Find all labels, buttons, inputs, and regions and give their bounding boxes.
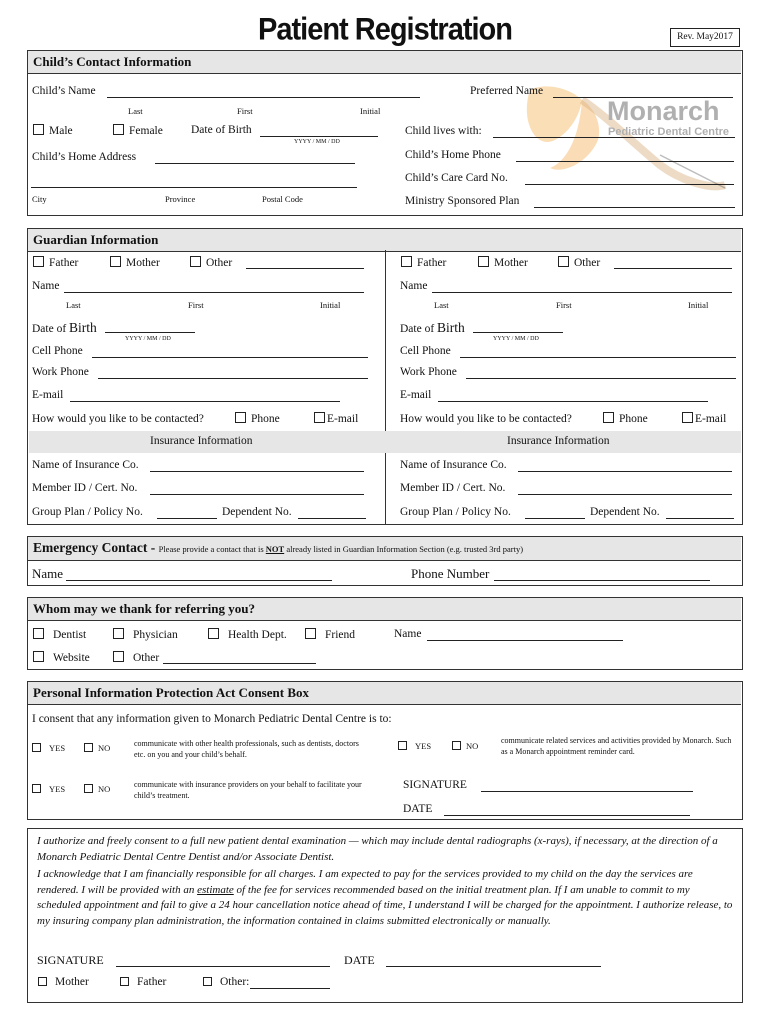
g2-contact-email-checkbox[interactable]: [682, 412, 693, 423]
consent-section-heading: Personal Information Protection Act Consent Box: [28, 682, 741, 705]
auth-date-field[interactable]: [386, 966, 601, 967]
g2-work-field[interactable]: [466, 378, 736, 379]
lives-with-label: Child lives with:: [405, 125, 482, 137]
male-checkbox[interactable]: [33, 124, 44, 135]
g1-dob-hint: YYYY / MM / DD: [125, 336, 171, 342]
child-dob-hint: YYYY / MM / DD: [294, 139, 340, 145]
guardian-section-heading: Guardian Information: [28, 229, 741, 252]
male-option[interactable]: [33, 124, 73, 137]
auth-mother-option[interactable]: [38, 976, 89, 988]
ref-physician-label: Physician: [133, 629, 178, 641]
province-hint: Province: [165, 194, 196, 204]
child-name-initial-hint: Initial: [360, 106, 381, 116]
g1-last-hint: Last: [66, 300, 81, 310]
g1-father-label: Father: [49, 257, 79, 269]
g1-work-field[interactable]: [98, 378, 368, 379]
consent-signature-field[interactable]: [481, 791, 693, 792]
auth-other-option[interactable]: [203, 976, 249, 988]
g2-name-label: Name: [400, 280, 428, 292]
ref-website-option[interactable]: [33, 651, 90, 664]
referral-section-heading: Whom may we thank for referring you?: [28, 598, 741, 621]
auth-other-label: Other:: [220, 976, 250, 988]
revision-label: Rev. May2017: [670, 28, 740, 47]
consent-date-label: DATE: [403, 803, 433, 815]
g1-dob-field[interactable]: [105, 332, 195, 333]
consent3-yes-option[interactable]: YES: [398, 741, 431, 751]
ref-name-label: Name: [394, 628, 422, 640]
g1-mother-option[interactable]: [110, 256, 160, 269]
g1-name-label: Name: [32, 280, 60, 292]
g2-member-label: Member ID / Cert. No.: [400, 482, 506, 494]
consent-signature-label: SIGNATURE: [403, 779, 467, 791]
consent2-no-checkbox[interactable]: [84, 784, 93, 793]
g1-insurance-co-field[interactable]: [150, 471, 364, 472]
g2-dependent-field[interactable]: [666, 518, 734, 519]
g1-first-hint: First: [188, 300, 204, 310]
g1-email-field[interactable]: [70, 401, 340, 402]
g1-contact-email-option[interactable]: [314, 412, 358, 425]
g1-group-field[interactable]: [157, 518, 217, 519]
auth-other-checkbox[interactable]: [203, 977, 212, 986]
ref-other-label: Other: [133, 652, 160, 664]
g2-dob-field[interactable]: [473, 332, 563, 333]
care-card-label: Child’s Care Card No.: [405, 172, 508, 184]
preferred-name-label: Preferred Name: [470, 85, 544, 97]
g2-father-label: Father: [417, 257, 447, 269]
consent2-no-option[interactable]: NO: [84, 784, 110, 794]
g2-group-label: Group Plan / Policy No.: [400, 506, 511, 518]
g2-other-option[interactable]: [558, 256, 600, 269]
consent1-no-option[interactable]: NO: [84, 743, 110, 753]
female-label: Female: [129, 125, 163, 137]
g1-dob-label: Date of Birth: [32, 320, 97, 335]
g1-contact-email-label: E-mail: [327, 413, 359, 425]
ministry-field[interactable]: [534, 207, 735, 208]
ref-other-field[interactable]: [163, 663, 316, 664]
ref-friend-option[interactable]: [305, 628, 355, 641]
care-card-field[interactable]: [525, 184, 734, 185]
g2-mother-checkbox[interactable]: [478, 256, 489, 267]
emergency-name-field[interactable]: [66, 580, 332, 581]
auth-father-option[interactable]: [120, 976, 166, 988]
g2-insurance-co-field[interactable]: [518, 471, 732, 472]
female-option[interactable]: [113, 124, 163, 137]
emergency-phone-label: Phone Number: [411, 566, 490, 581]
male-label: Male: [49, 125, 73, 137]
emergency-section: [27, 536, 743, 586]
auth-father-checkbox[interactable]: [120, 977, 129, 986]
g2-insurance-co-label: Name of Insurance Co.: [400, 459, 507, 471]
ref-dentist-checkbox[interactable]: [33, 628, 44, 639]
g2-initial-hint: Initial: [688, 300, 709, 310]
insurance-band: [29, 431, 741, 453]
g1-cell-label: Cell Phone: [32, 345, 83, 357]
g2-father-option[interactable]: [401, 256, 446, 269]
home-phone-label: Child’s Home Phone: [405, 149, 501, 161]
g1-mother-label: Mother: [126, 257, 160, 269]
g2-other-label: Other: [574, 257, 601, 269]
ref-name-field[interactable]: [427, 640, 623, 641]
g1-father-option[interactable]: [33, 256, 78, 269]
g1-group-label: Group Plan / Policy No.: [32, 506, 143, 518]
auth-date-label: DATE: [344, 953, 375, 967]
child-name-last-hint: Last: [128, 106, 143, 116]
g1-dependent-field[interactable]: [298, 518, 366, 519]
g1-contact-phone-checkbox[interactable]: [235, 412, 246, 423]
g1-other-field[interactable]: [246, 268, 364, 269]
guardian-divider: [385, 250, 386, 524]
g1-cell-field[interactable]: [92, 357, 368, 358]
city-hint: City: [32, 194, 47, 204]
authorization-para2: I acknowledge that I am financially responsible for all charges. I am expected to pay for the services provided to my child on the day the services are rendered. I will be provided with an estimate of the fee for services recommended based on the initial treatment plan. If I am unable to commit to my scheduled appointment and fail to give a 24 hour cancellation notice ahead of time, I understand I will be charged for the appointment. I authorize release, to my insuring company plan administration, the information contained in claims submitted electronically or manually.: [37, 868, 733, 927]
page-title: Patient Registration: [258, 12, 512, 48]
g1-other-label: Other: [206, 257, 233, 269]
child-dob-label: Date of Birth: [191, 124, 252, 136]
home-address-line2[interactable]: [31, 187, 357, 188]
insurance-heading-left: Insurance Information: [150, 435, 253, 447]
g2-email-label: E-mail: [400, 389, 432, 401]
consent3-text: communicate related services and activities provided by Monarch. Such as a Monarch appointment reminder card.: [501, 736, 732, 756]
g2-member-field[interactable]: [518, 494, 732, 495]
g2-contact-email-option[interactable]: [682, 412, 726, 425]
child-name-first-hint: First: [237, 106, 253, 116]
g2-name-field[interactable]: [432, 292, 732, 293]
g1-name-field[interactable]: [64, 292, 364, 293]
g1-contact-phone-label: Phone: [251, 413, 280, 425]
g1-member-label: Member ID / Cert. No.: [32, 482, 138, 494]
ref-physician-option[interactable]: [113, 628, 178, 641]
ref-dentist-label: Dentist: [53, 629, 87, 641]
g2-contact-phone-checkbox[interactable]: [603, 412, 614, 423]
g1-email-label: E-mail: [32, 389, 64, 401]
ref-other-option[interactable]: [113, 651, 159, 664]
ref-friend-label: Friend: [325, 629, 356, 641]
insurance-heading-right: Insurance Information: [507, 435, 610, 447]
emergency-phone-field[interactable]: [494, 580, 710, 581]
g2-mother-label: Mother: [494, 257, 528, 269]
g2-contact-question: How would you like to be contacted?: [400, 413, 572, 425]
auth-signature-label: SIGNATURE: [37, 953, 104, 967]
postal-hint: Postal Code: [262, 194, 303, 204]
g2-contact-phone-option[interactable]: [603, 412, 648, 425]
g2-father-checkbox[interactable]: [401, 256, 412, 267]
g1-other-checkbox[interactable]: [190, 256, 201, 267]
consent3-no-option[interactable]: NO: [452, 741, 478, 751]
home-phone-field[interactable]: [516, 161, 734, 162]
ref-other-checkbox[interactable]: [113, 651, 124, 662]
g1-work-label: Work Phone: [32, 366, 89, 378]
g1-mother-checkbox[interactable]: [110, 256, 121, 267]
consent3-no-checkbox[interactable]: [452, 741, 461, 750]
g2-cell-label: Cell Phone: [400, 345, 451, 357]
emergency-name-label: Name: [32, 566, 64, 581]
consent2-text: communicate with insurance providers on your behalf to facilitate your child’s treatment.: [134, 780, 362, 800]
consent1-no-checkbox[interactable]: [84, 743, 93, 752]
lives-with-field[interactable]: [493, 137, 735, 138]
g2-mother-option[interactable]: [478, 256, 528, 269]
child-dob-field[interactable]: [260, 136, 378, 137]
consent1-yes-checkbox[interactable]: [32, 743, 41, 752]
logo-subtitle: Pediatric Dental Centre: [608, 126, 730, 138]
logo-name: Monarch: [607, 96, 720, 126]
g1-initial-hint: Initial: [320, 300, 341, 310]
ref-physician-checkbox[interactable]: [113, 628, 124, 639]
ref-website-label: Website: [53, 652, 90, 664]
auth-mother-checkbox[interactable]: [38, 977, 47, 986]
consent2-yes-option[interactable]: YES: [32, 784, 65, 794]
emergency-section-heading: Emergency Contact - Please provide a contact that is NOT already listed in Guardian Information Section (e.g. trusted 3rd party): [28, 537, 741, 561]
authorization-para1: I authorize and freely consent to a full new patient dental examination — which may include dental radiographs (x-rays), if necessary, at the direction of a Monarch Pediatric Dental Centre Dentist and/or Associate Dentist.: [37, 835, 718, 863]
g1-member-field[interactable]: [150, 494, 364, 495]
g2-dependent-label: Dependent No.: [590, 506, 660, 518]
home-address-field[interactable]: [155, 163, 355, 164]
consent1-text: communicate with other health professionals, such as dentists, doctors etc. on you and your child’s behalf.: [134, 739, 359, 759]
auth-mother-label: Mother: [55, 976, 89, 988]
child-name-field[interactable]: [107, 97, 420, 98]
consent2-yes-checkbox[interactable]: [32, 784, 41, 793]
ref-health-label: Health Dept.: [228, 629, 287, 641]
consent-date-field[interactable]: [444, 815, 690, 816]
g2-contact-email-label: E-mail: [695, 413, 727, 425]
g1-dependent-label: Dependent No.: [222, 506, 292, 518]
auth-other-field[interactable]: [250, 988, 330, 989]
g2-dob-hint: YYYY / MM / DD: [493, 336, 539, 342]
g1-insurance-co-label: Name of Insurance Co.: [32, 459, 139, 471]
home-address-label: Child’s Home Address: [32, 151, 137, 163]
child-section-heading: Child’s Contact Information: [28, 51, 741, 74]
preferred-name-field[interactable]: [553, 97, 733, 98]
ref-dentist-option[interactable]: [33, 628, 86, 641]
child-name-label: Child’s Name: [32, 85, 96, 97]
g2-last-hint: Last: [434, 300, 449, 310]
consent-intro: I consent that any information given to Monarch Pediatric Dental Centre is to:: [32, 713, 392, 725]
ref-website-checkbox[interactable]: [33, 651, 44, 662]
ref-health-option[interactable]: [208, 628, 287, 641]
ref-friend-checkbox[interactable]: [305, 628, 316, 639]
g1-contact-question: How would you like to be contacted?: [32, 413, 204, 425]
g2-cell-field[interactable]: [460, 357, 736, 358]
g2-first-hint: First: [556, 300, 572, 310]
female-checkbox[interactable]: [113, 124, 124, 135]
g2-other-checkbox[interactable]: [558, 256, 569, 267]
g1-contact-email-checkbox[interactable]: [314, 412, 325, 423]
ministry-label: Ministry Sponsored Plan: [405, 195, 520, 207]
g2-work-label: Work Phone: [400, 366, 457, 378]
ref-health-checkbox[interactable]: [208, 628, 219, 639]
consent1-yes-option[interactable]: YES: [32, 743, 65, 753]
g1-father-checkbox[interactable]: [33, 256, 44, 267]
g1-other-option[interactable]: [190, 256, 232, 269]
g2-dob-label: Date of Birth: [400, 320, 465, 335]
auth-signature-field[interactable]: [116, 966, 330, 967]
auth-father-label: Father: [137, 976, 167, 988]
g2-other-field[interactable]: [614, 268, 732, 269]
g2-contact-phone-label: Phone: [619, 413, 648, 425]
consent3-yes-checkbox[interactable]: [398, 741, 407, 750]
g2-group-field[interactable]: [525, 518, 585, 519]
g1-contact-phone-option[interactable]: [235, 412, 280, 425]
g2-email-field[interactable]: [438, 401, 708, 402]
